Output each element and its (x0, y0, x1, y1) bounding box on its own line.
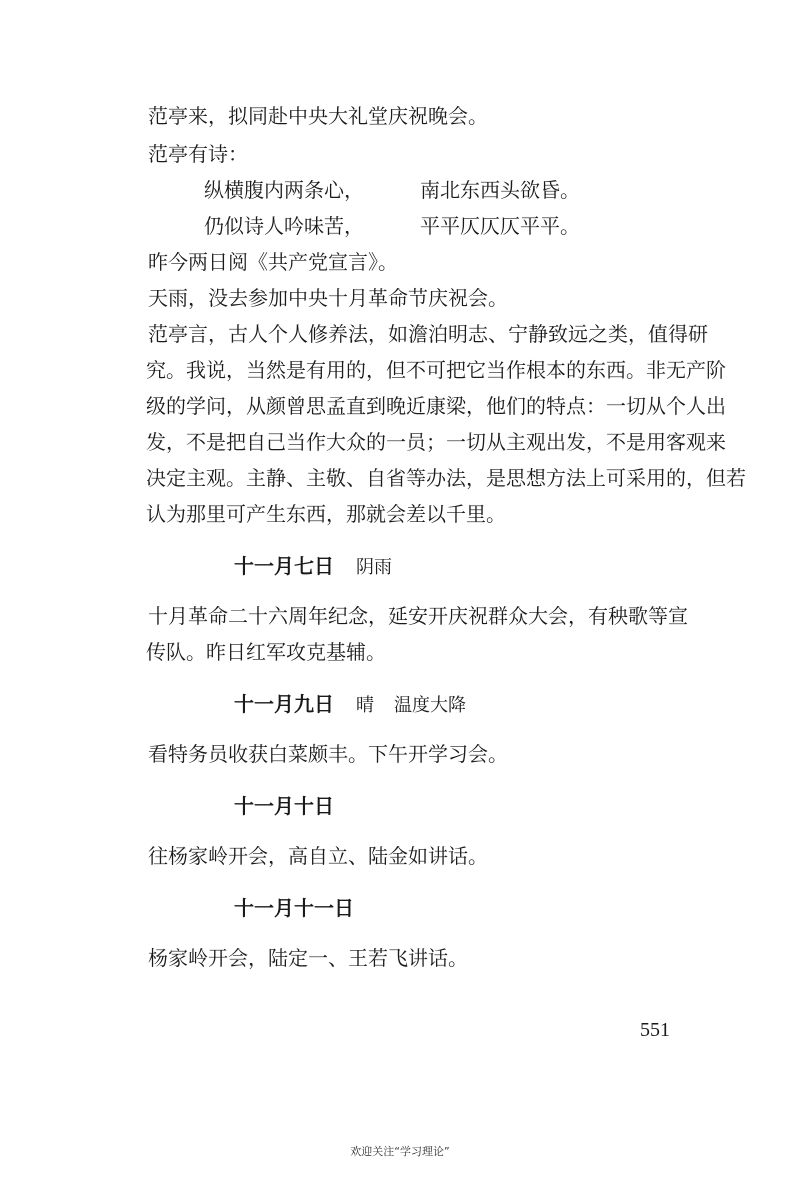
paragraph-line: 范亭有诗： (148, 142, 248, 166)
paragraph-line: 传队。昨日红军攻克基辅。 (146, 640, 386, 664)
paragraph-line: 杨家岭开会，陆定一、王若飞讲话。 (148, 946, 468, 970)
paragraph-line: 看特务员收获白菜颇丰。下午开学习会。 (148, 742, 508, 766)
paragraph-line: 级的学问，从颜曾思孟直到晚近康梁，他们的特点：一切从个人出 (146, 394, 726, 418)
paragraph-line: 十月革命二十六周年纪念，延安开庆祝群众大会，有秧歌等宣 (148, 604, 688, 628)
paragraph-line: 究。我说，当然是有用的，但不可把它当作根本的东西。非无产阶 (146, 358, 726, 382)
paragraph-line: 决定主观。主静、主敬、自省等办法，是思想方法上可采用的，但若 (146, 466, 746, 490)
poem-line: 纵横腹内两条心， (204, 178, 364, 202)
paragraph-line: 发，不是把自己当作大众的一员；一切从主观出发，不是用客观来 (146, 430, 726, 454)
page-number: 551 (640, 1019, 670, 1041)
poem-line: 仍似诗人吟味苦， (204, 214, 364, 238)
entry-date: 十一月十一日 (234, 896, 354, 920)
diary-entry-heading (234, 894, 354, 922)
paragraph-line: 认为那里可产生东西，那就会差以千里。 (146, 502, 506, 526)
entry-weather: 晴 (356, 695, 374, 716)
diary-entry-heading (234, 552, 392, 582)
entry-weather-note: 温度大降 (394, 695, 466, 716)
poem-line: 平平仄仄仄平平。 (420, 214, 580, 238)
poem-line: 南北东西头欲昏。 (420, 178, 580, 202)
entry-weather: 阴雨 (356, 557, 392, 578)
diary-entry-heading (234, 792, 334, 820)
paragraph-line: 昨今两日阅《共产党宣言》。 (148, 250, 398, 274)
entry-date: 十一月七日 (234, 554, 334, 578)
diary-entry-heading (234, 690, 466, 720)
paragraph-line: 范亭来，拟同赴中央大礼堂庆祝晚会。 (148, 104, 488, 128)
paragraph-line: 范亭言，古人个人修养法，如澹泊明志、宁静致远之类，值得研 (148, 322, 708, 346)
entry-date: 十一月十日 (234, 794, 334, 818)
footer-note: 欢迎关注“学习理论” (350, 1145, 450, 1158)
entry-date: 十一月九日 (234, 692, 334, 716)
paragraph-line: 往杨家岭开会，高自立、陆金如讲话。 (148, 844, 488, 868)
paragraph-line: 天雨，没去参加中央十月革命节庆祝会。 (148, 286, 508, 310)
